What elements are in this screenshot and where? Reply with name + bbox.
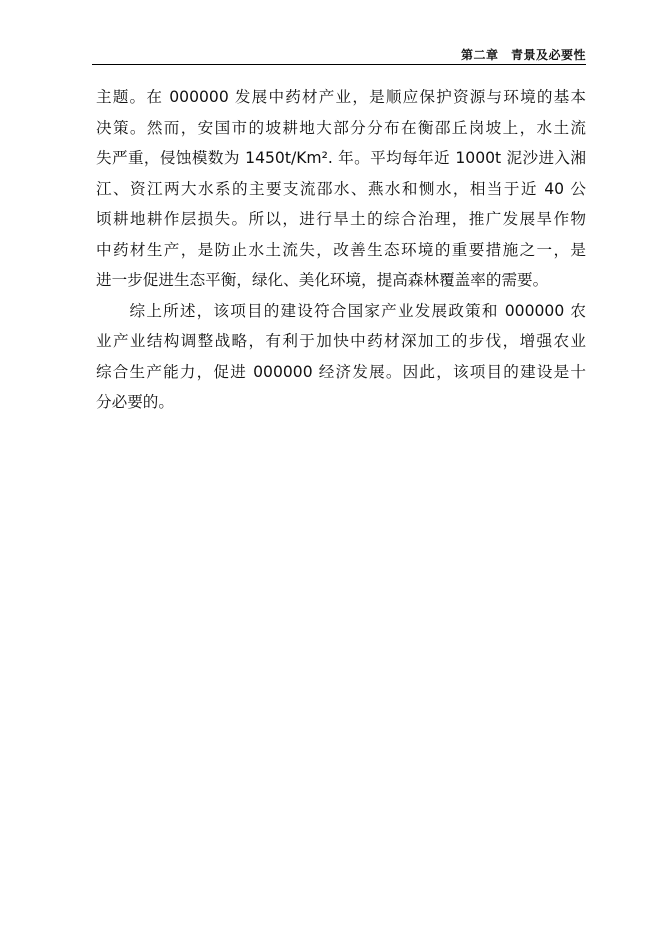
text-line: 顷耕地耕作层损失。所以，进行旱土的综合治理，推广发展旱作物 (96, 210, 586, 228)
text-line: 中药材生产，是防止水土流失，改善生态环境的重要措施之一，是 (96, 240, 586, 259)
paragraph-2 (96, 296, 586, 418)
text-line: 主题。在 000000 发展中药材产业，是顺应保护资源与环境的基本 (96, 88, 586, 106)
text-line: 决策。然而，安国市的坡耕地大部分分布在衡邵丘岗坡上，水土流 (96, 118, 586, 137)
text-line: 综合生产能力，促进 000000 经济发展。因此，该项目的建设是十 (96, 362, 586, 381)
text-line: 业产业结构调整战略，有利于加快中药材深加工的步伐，增强农业 (96, 332, 586, 350)
text-line: 江、资江两大水系的主要支流邵水、燕水和恻水，相当于近 40 公 (96, 179, 586, 198)
text-line: 失严重，侵蚀模数为 1450t/Km². 年。平均每年近 1000t 泥沙进入湘 (96, 149, 586, 167)
page-header (92, 44, 586, 65)
text-line: 综上所述，该项目的建设符合国家产业发展政策和 000000 农 (96, 301, 586, 320)
paragraph-1 (96, 82, 586, 296)
text-line: 分必要的。 (96, 393, 174, 411)
text-line: 进一步促进生态平衡，绿化、美化环境，提高森林覆盖率的需要。 (96, 271, 549, 289)
chapter-title: 第二章 青景及必要性 (460, 48, 586, 62)
body-text (96, 82, 586, 418)
